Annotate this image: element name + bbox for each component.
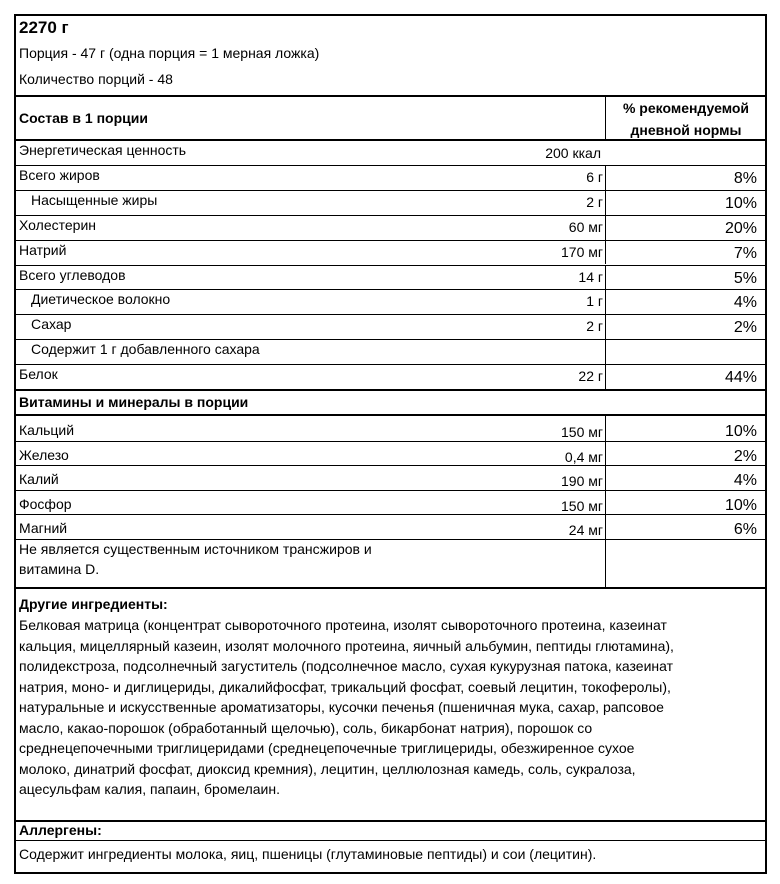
dv-header-line2: дневной нормы [630, 122, 742, 138]
column-divider [605, 240, 606, 265]
mineral-name: Кальций [19, 422, 75, 438]
nutrient-dv: 44% [724, 369, 757, 387]
nutrient-amount: 170 мг [561, 243, 603, 260]
mineral-amount: 190 мг [561, 473, 603, 489]
row-divider [16, 165, 765, 166]
ingredients-line: ацесульфам калия, папаин, бромелаин. [19, 781, 280, 797]
nutrient-amount: 200 ккал [545, 145, 601, 161]
ingredients-line: среднецепочечными триглицеридами (среднецепочечные триглицериды, обезжиренное сухое [19, 740, 635, 756]
mineral-amount: 150 мг [561, 424, 603, 440]
column-divider [605, 215, 606, 240]
mineral-dv: 4% [733, 472, 757, 489]
mineral-amount: 24 мг [568, 522, 603, 538]
mineral-amount: 150 мг [561, 497, 603, 514]
ingredients-line: полидекстроза, подсолнечный загуститель (подсолнечное масло, сухая кукурузная патока, казеинат [19, 658, 674, 674]
nutrition-label [14, 14, 767, 874]
row-divider [16, 490, 765, 491]
mineral-amount: 0,4 мг [564, 448, 603, 465]
nutrient-name: Белок [19, 366, 58, 383]
divider [16, 95, 765, 97]
divider [16, 820, 765, 822]
nutrient-name: Сахар [31, 316, 72, 333]
mineral-name: Калий [19, 471, 59, 487]
divider [16, 389, 765, 391]
nutrient-name: Диетическое волокно [31, 291, 171, 308]
nutrient-amount: 2 г [586, 318, 603, 335]
ingredients-line: натуральные и искусственные ароматизаторы, кусочки печенья (пшеничная мука, сахар, рапсовое [19, 699, 664, 715]
row-divider [16, 314, 765, 315]
ingredients-line: масло, какао-порошок (обработанный щелочью), соль, бикарбонат натрия), порошок со [19, 719, 593, 736]
divider [16, 414, 765, 416]
nutrient-dv: 20% [724, 219, 757, 237]
ingredients-line: молоко, динатрий фосфат, диоксид кремния), лецитин, целлюлозная камедь, соль, сукралоза, [19, 760, 636, 777]
nutrient-dv: 8% [733, 169, 757, 187]
row-divider [16, 265, 765, 266]
mineral-name: Фосфор [19, 495, 72, 512]
column-divider [605, 416, 606, 441]
dv-header-line1: % рекомендуемой [622, 100, 750, 116]
row-divider [16, 514, 765, 515]
row-divider [16, 441, 765, 442]
column-divider [605, 490, 606, 515]
nutrient-amount: 22 г [578, 368, 603, 385]
nutrient-amount: 6 г [586, 168, 603, 185]
row-divider [16, 289, 765, 290]
mineral-dv: 6% [733, 521, 757, 538]
serving-size: Порция - 47 г (одна порция = 1 мерная ложка) [19, 45, 320, 61]
mineral-dv: 10% [724, 496, 757, 514]
nutrient-dv: 10% [724, 194, 757, 212]
row-divider [16, 465, 765, 466]
allergens-text: Содержит ингредиенты молока, яиц, пшеницы (глутаминовые пептиды) и сои (лецитин). [19, 846, 597, 862]
allergens-title: Аллергены: [19, 822, 102, 838]
divider [16, 587, 765, 589]
net-weight: 2270 г [19, 18, 69, 37]
row-divider [16, 539, 765, 540]
nutrient-amount: 60 мг [568, 218, 603, 235]
ingredients-line: натрия, моно- и диглицериды, дикалийфосфат, трикальций фосфат, соевый лецитин, токоферолы), [19, 678, 671, 695]
ingredients-line: Белковая матрица (концентрат сывороточного протеина, изолят сывороточного протеина, казеинат [19, 617, 667, 633]
row-divider [16, 364, 765, 365]
nutrient-name: Энергетическая ценность [19, 142, 187, 158]
ingredients-line: кальция, мицеллярный казеин, изолят молочного протеина, яичный альбумин, пептиды глютамина), [19, 637, 674, 654]
nutrient-name: Насыщенные жиры [31, 191, 158, 208]
column-divider [605, 190, 606, 215]
row-divider [16, 190, 765, 191]
nutrient-name: Натрий [19, 241, 67, 258]
nutrient-amount: 1 г [586, 293, 603, 310]
row-divider [16, 215, 765, 216]
nutrient-amount: 2 г [586, 193, 603, 210]
row-divider [16, 240, 765, 241]
column-divider [605, 97, 606, 140]
column-divider [605, 465, 606, 490]
column-divider [605, 514, 606, 539]
column-divider [605, 265, 606, 290]
other-ingredients-title: Другие ингредиенты: [19, 596, 168, 612]
vitamins-title: Витамины и минералы в порции [19, 394, 249, 410]
mineral-name: Железо [19, 446, 69, 463]
nutrient-name: Всего углеводов [19, 266, 126, 283]
nutrient-dv: 5% [733, 269, 757, 287]
servings-count: Количество порций - 48 [19, 71, 173, 87]
nutrient-amount: 14 г [578, 268, 603, 285]
column-divider [605, 289, 606, 314]
composition-header: Состав в 1 порции [19, 110, 148, 126]
mineral-dv: 10% [724, 423, 757, 440]
column-divider [605, 165, 606, 190]
column-divider [605, 441, 606, 466]
nutrient-name: Содержит 1 г добавленного сахара [31, 341, 260, 358]
divider [16, 139, 765, 141]
column-divider [605, 364, 606, 389]
column-divider [605, 314, 606, 339]
transfat-note-line1: Не является существенным источником трансжиров и [19, 541, 372, 557]
nutrient-dv: 4% [733, 294, 757, 312]
mineral-dv: 2% [733, 447, 757, 465]
row-divider [16, 339, 765, 340]
nutrient-dv: 2% [733, 319, 757, 337]
nutrient-name: Холестерин [19, 216, 96, 233]
column-divider [605, 539, 606, 588]
mineral-name: Магний [19, 520, 68, 536]
nutrient-dv: 7% [733, 244, 757, 262]
transfat-note-line2: витамина D. [19, 561, 100, 577]
divider [16, 840, 765, 841]
column-divider [605, 339, 606, 364]
nutrient-name: Всего жиров [19, 166, 100, 183]
